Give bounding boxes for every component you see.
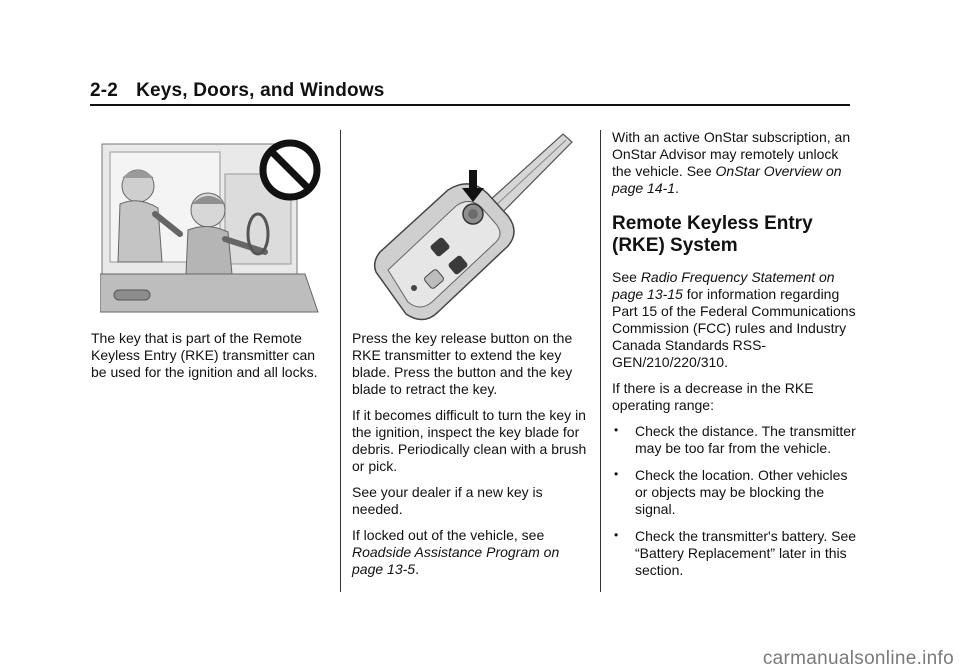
column-divider-2 [600,130,601,592]
column-3 [612,129,860,589]
list-item: • Check the location. Other vehicles or objects may be blocking the signal. [614,467,848,517]
locked-out-paragraph: If locked out of the vehicle, see Roadside Assistance Program on page 13-5. [352,527,560,577]
dealer-paragraph: See your dealer if a new key is needed. [352,484,543,517]
bullet-icon: • [614,528,619,542]
bullet-icon: • [614,423,619,437]
radio-frequency-link[interactable]: Radio Frequency Statement on page 13-15 [612,269,835,302]
children-keys-warning-figure [100,134,322,316]
watermark: carmanualsonline.info [762,648,954,669]
list-item: • Check the distance. The transmitter may be too far from the vehicle. [614,423,856,456]
range-intro-paragraph: If there is a decrease in the RKE operating range: [612,380,814,413]
onstar-paragraph: With an active OnStar subscription, an OnStar Advisor may remotely unlock the vehicle. See OnStar Overview on page 14-1. [612,129,851,196]
range-checklist [612,423,860,579]
section-heading-rke: Remote Keyless Entry (RKE) System [612,213,813,256]
page-number: 2-2 [90,80,119,101]
key-release-paragraph: Press the key release button on the RKE transmitter to extend the key blade. Press the button and the key blade to retract the key. [352,330,573,397]
key-description-paragraph: The key that is part of the Remote Keyless Entry (RKE) transmitter can be used for the ignition and all locks. [91,330,318,380]
page-header [90,80,850,102]
rke-transmitter-figure [358,132,576,328]
list-item: • Check the transmitter's battery. See “Battery Replacement” later in this section. [614,528,857,578]
header-rule [90,104,850,106]
column-2 [352,330,592,587]
column-1 [91,330,331,390]
onstar-overview-link[interactable]: OnStar Overview on page 14-1 [612,163,842,196]
column-divider-1 [340,130,341,592]
radio-frequency-paragraph: See Radio Frequency Statement on page 13-15 for information regarding Part 15 of the Federal Communications Commission (FCC) rules and Industry Canada Standards RSS-GEN/210/220/310. [612,269,856,370]
roadside-assistance-link[interactable]: Roadside Assistance Program on page 13-5 [352,544,560,577]
page-title: Keys, Doors, and Windows [136,80,385,101]
key-cleaning-paragraph: If it becomes difficult to turn the key in the ignition, inspect the key blade for debris. Periodically clean with a brush or pick. [352,407,587,474]
bullet-icon: • [614,467,619,481]
